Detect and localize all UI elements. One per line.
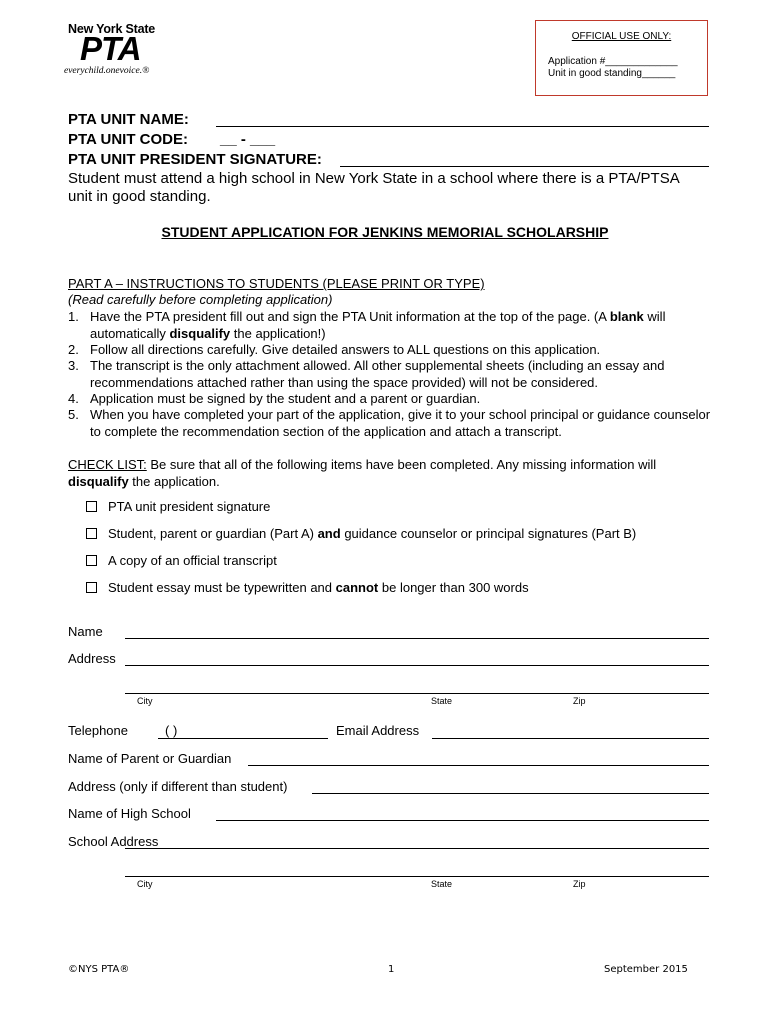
zip-caption: Zip bbox=[573, 696, 586, 706]
instruction-number: 2. bbox=[68, 342, 79, 357]
pta-unit-code-label: PTA UNIT CODE: bbox=[68, 131, 188, 148]
logo-tagline: everychild.onevoice.® bbox=[64, 66, 150, 76]
instruction-number: 3. bbox=[68, 358, 79, 373]
school-address-label: School Address bbox=[68, 834, 159, 849]
checklist-item-essay[interactable]: Student essay must be typewritten and cannot be longer than 300 words bbox=[86, 580, 529, 595]
telephone-label: Telephone bbox=[68, 723, 128, 738]
checklist-item-transcript[interactable]: A copy of an official transcript bbox=[86, 553, 277, 568]
checklist-intro: CHECK LIST: Be sure that all of the following items have been completed. Any missing information will disqualify the application. bbox=[68, 457, 657, 489]
alt-address-field[interactable] bbox=[312, 793, 709, 794]
part-a-subheading: (Read carefully before completing application) bbox=[68, 292, 333, 307]
pta-unit-name-line[interactable] bbox=[216, 126, 709, 127]
president-signature-line[interactable] bbox=[340, 166, 709, 167]
official-use-box bbox=[535, 20, 708, 96]
high-school-label: Name of High School bbox=[68, 806, 191, 821]
logo-state-text: New York State bbox=[68, 22, 156, 36]
unit-good-standing-field[interactable]: Unit in good standing______ bbox=[548, 68, 676, 79]
application-number-field[interactable]: Application #_____________ bbox=[548, 56, 678, 67]
telephone-field[interactable] bbox=[158, 738, 328, 739]
email-label: Email Address bbox=[336, 723, 420, 738]
checklist-item-president-signature[interactable]: PTA unit president signature bbox=[86, 499, 270, 514]
instruction-number: 4. bbox=[68, 391, 79, 406]
page-title: STUDENT APPLICATION FOR JENKINS MEMORIAL SCHOLARSHIP bbox=[161, 224, 609, 240]
eligibility-notice-line1: Student must attend a high school in New York State in a school where there is a PTA/PTSA bbox=[68, 170, 680, 187]
eligibility-notice-line2: unit in good standing. bbox=[68, 188, 211, 205]
name-label: Name bbox=[68, 624, 103, 639]
instruction-item-2: 2. Follow all directions carefully. Give detailed answers to ALL questions on this application. bbox=[68, 342, 601, 357]
instruction-item-1: 1. Have the PTA president fill out and sign the PTA Unit information at the top of the page. (A blank will automatically disqualify the application!) bbox=[68, 309, 666, 341]
nys-pta-logo bbox=[58, 22, 168, 82]
checkbox[interactable] bbox=[86, 501, 97, 512]
instruction-number: 5. bbox=[68, 407, 79, 422]
address-field[interactable] bbox=[125, 665, 709, 666]
name-field[interactable] bbox=[125, 638, 709, 639]
footer-copyright: ©NYS PTA® bbox=[68, 964, 130, 975]
logo-pta-text: PTA bbox=[80, 30, 141, 67]
footer-page-number: 1 bbox=[388, 964, 395, 975]
instruction-item-4: 4. Application must be signed by the student and a parent or guardian. bbox=[68, 391, 481, 406]
school-state-caption: State bbox=[431, 879, 453, 889]
checkbox[interactable] bbox=[86, 582, 97, 593]
checklist-label: CHECK LIST: bbox=[68, 457, 147, 472]
school-city-caption: City bbox=[137, 879, 153, 889]
official-use-title: OFFICIAL USE ONLY: bbox=[571, 31, 672, 42]
city-state-zip-field[interactable] bbox=[125, 693, 709, 694]
city-caption: City bbox=[137, 696, 153, 706]
part-a-heading: PART A – INSTRUCTIONS TO STUDENTS (PLEASE PRINT OR TYPE) bbox=[68, 276, 485, 291]
school-zip-caption: Zip bbox=[573, 879, 586, 889]
school-city-state-zip-field[interactable] bbox=[125, 876, 709, 877]
president-signature-label: PTA UNIT PRESIDENT SIGNATURE: bbox=[68, 151, 322, 168]
school-address-field[interactable] bbox=[125, 848, 709, 849]
instruction-item-3: 3. The transcript is the only attachment allowed. All other supplemental sheets (including an essay and recommendations attached rather than using the space provided) will not be considered. bbox=[68, 358, 665, 390]
parent-name-label: Name of Parent or Guardian bbox=[68, 751, 232, 766]
pta-unit-name-label: PTA UNIT NAME: bbox=[68, 111, 189, 128]
checkbox[interactable] bbox=[86, 555, 97, 566]
email-field[interactable] bbox=[432, 738, 709, 739]
alt-address-label: Address (only if different than student) bbox=[68, 779, 288, 794]
instruction-item-5: 5. When you have completed your part of the application, give it to your school principal or guidance counselor to complete the recommendation section of the application and attach a transcript. bbox=[68, 407, 711, 439]
state-caption: State bbox=[431, 696, 453, 706]
parent-name-field[interactable] bbox=[248, 765, 709, 766]
address-label: Address bbox=[68, 651, 116, 666]
checkbox[interactable] bbox=[86, 528, 97, 539]
instruction-number: 1. bbox=[68, 309, 79, 324]
checklist-item-signatures[interactable]: Student, parent or guardian (Part A) and guidance counselor or principal signatures (Part B) bbox=[86, 526, 636, 541]
high-school-field[interactable] bbox=[216, 820, 709, 821]
telephone-area-code: ( ) bbox=[165, 723, 178, 738]
footer-date: September 2015 bbox=[604, 964, 688, 975]
pta-unit-code-blank[interactable]: __ - ___ bbox=[220, 131, 276, 148]
